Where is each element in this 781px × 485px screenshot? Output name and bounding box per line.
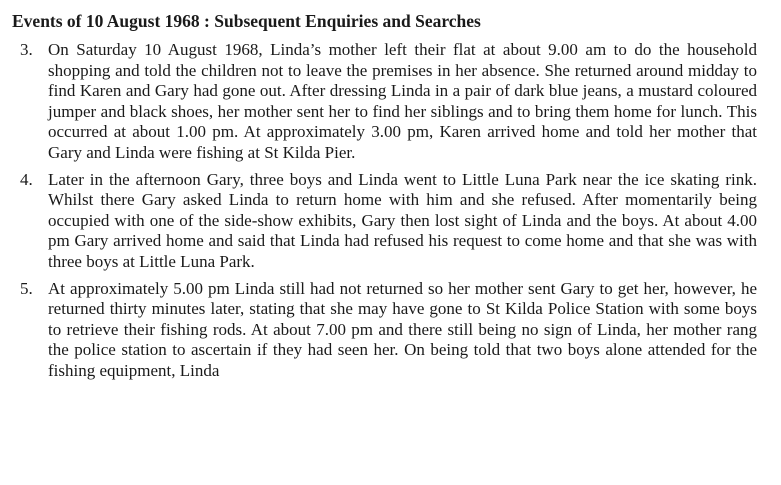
paragraph-text: Later in the afternoon Gary, three boys and Linda went to Little Luna Park near the ice skating rink. Whilst there Gary asked Linda to return home with him and she refused. After momentarily being occupied with one of the side-show exhibits, Gary then lost sight of Linda and the boys. At about 4.00 pm Gary arrived home and said that Linda had refused his request to come home and that she was with three boys at Little Luna Park. [48, 169, 757, 271]
section-heading: Events of 10 August 1968 : Subsequent Enquiries and Searches [12, 11, 481, 31]
paragraph-number: 4. [20, 169, 33, 189]
paragraph-number: 5. [20, 278, 33, 298]
paragraph-text: On Saturday 10 August 1968, Linda’s mother left their flat at about 9.00 am to do the household shopping and told the children not to leave the premises in her absence. She returned around midday to find Karen and Gary had gone out. After dressing Linda in a pair of dark blue jeans, a mustard coloured jumper and black shoes, her mother sent her to find her siblings and to bring them home for lunch. This occurred at about 1.00 pm. At approximately 3.00 pm, Karen arrived home and told her mother that Gary and Linda were fishing at St Kilda Pier. [48, 40, 757, 162]
paragraph-4 [12, 170, 757, 273]
paragraph-5 [12, 279, 757, 382]
paragraph-text: At approximately 5.00 pm Linda still had not returned so her mother sent Gary to get her, however, he returned thirty minutes later, stating that she may have gone to St Kilda Police Station with some boys to retrieve their fishing rods. At about 7.00 pm and there still being no sign of Linda, her mother rang the police station to ascertain if they had seen her. On being told that two boys alone attended for the fishing equipment, Linda [48, 278, 757, 380]
paragraph-number: 3. [20, 40, 33, 59]
paragraph-3 [12, 40, 757, 164]
